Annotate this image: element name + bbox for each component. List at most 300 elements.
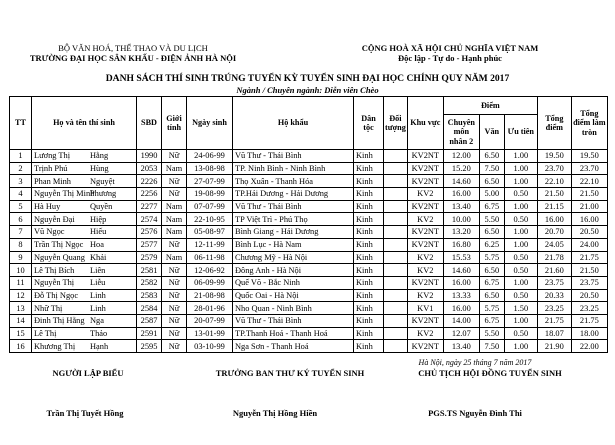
cell-hometown: TP.Thanh Hoá - Thanh Hoá xyxy=(233,327,354,340)
cell-region: KV2NT xyxy=(407,276,443,289)
cell-ethnic: Kinh xyxy=(354,251,384,264)
cell-sbd: 2584 xyxy=(137,302,162,315)
cell-priority xyxy=(384,264,408,277)
cell-total-rounded: 22.00 xyxy=(571,340,607,353)
cell-ethnic: Kinh xyxy=(354,175,384,188)
cell-total-rounded: 18.00 xyxy=(571,327,607,340)
cell-priority xyxy=(384,276,408,289)
cell-priority xyxy=(384,327,408,340)
cell-tt: 10 xyxy=(10,264,32,277)
last-middle-name: Lương Thị xyxy=(34,151,71,161)
cell-region: KV2 xyxy=(407,188,443,201)
cell-sbd: 2277 xyxy=(137,200,162,213)
cell-total-rounded: 23.25 xyxy=(571,302,607,315)
cell-major2: 13.40 xyxy=(443,340,479,353)
cell-major2: 12.00 xyxy=(443,150,479,163)
first-name: Hiếu xyxy=(90,227,107,237)
cell-sbd: 2053 xyxy=(137,162,162,175)
col-header-major2: Chuyên môn nhân 2 xyxy=(443,115,479,150)
table-row xyxy=(10,200,608,213)
national-motto: Độc lập - Tự do - Hạnh phúc xyxy=(398,53,502,63)
cell-bonus: 1.00 xyxy=(504,175,537,188)
cell-name xyxy=(32,175,137,188)
cell-total: 19.50 xyxy=(537,150,571,163)
cell-total: 23.25 xyxy=(537,302,571,315)
first-name: Hạnh xyxy=(90,341,109,351)
cell-literature: 7.50 xyxy=(479,340,504,353)
cell-dob: 05-08-97 xyxy=(187,226,233,239)
cell-total: 21.90 xyxy=(537,340,571,353)
cell-priority xyxy=(384,175,408,188)
table-row xyxy=(10,314,608,327)
cell-priority xyxy=(384,226,408,239)
dateline: Hà Nội, ngày 25 tháng 7 năm 2017 xyxy=(418,358,532,367)
cell-region: KV2NT xyxy=(407,340,443,353)
last-middle-name: Đỗ Thị Ngọc xyxy=(34,290,79,300)
last-middle-name: Vũ Ngọc xyxy=(34,227,65,237)
cell-gender: Nam xyxy=(162,213,187,226)
cell-ethnic: Kinh xyxy=(354,340,384,353)
cell-ethnic: Kinh xyxy=(354,150,384,163)
cell-sbd: 1990 xyxy=(137,150,162,163)
last-middle-name: Trần Thị Ngọc xyxy=(34,240,84,250)
cell-gender: Nữ xyxy=(162,150,187,163)
cell-ethnic: Kinh xyxy=(354,302,384,315)
cell-ethnic: Kinh xyxy=(354,188,384,201)
col-header-dob: Ngày sinh xyxy=(187,97,233,150)
first-name: Hằng xyxy=(90,151,109,161)
cell-region: KV2NT xyxy=(407,175,443,188)
cell-region: KV2NT xyxy=(407,314,443,327)
cell-ethnic: Kinh xyxy=(354,314,384,327)
cell-total: 21.78 xyxy=(537,251,571,264)
cell-dob: 22-10-95 xyxy=(187,213,233,226)
cell-bonus: 1.00 xyxy=(504,226,537,239)
admission-table xyxy=(9,96,608,353)
cell-bonus: 1.00 xyxy=(504,200,537,213)
cell-total: 24.05 xyxy=(537,238,571,251)
cell-sbd: 2581 xyxy=(137,264,162,277)
cell-gender: Nữ xyxy=(162,327,187,340)
cell-tt: 7 xyxy=(10,226,32,239)
cell-name xyxy=(32,226,137,239)
cell-total-rounded: 20.50 xyxy=(571,226,607,239)
cell-gender: Nam xyxy=(162,251,187,264)
cell-ethnic: Kinh xyxy=(354,200,384,213)
cell-hometown: TP Việt Trì - Phú Thọ xyxy=(233,213,354,226)
first-name: Hoa xyxy=(90,240,104,250)
cell-sbd: 2577 xyxy=(137,238,162,251)
cell-literature: 5.50 xyxy=(479,327,504,340)
cell-ethnic: Kinh xyxy=(354,264,384,277)
cell-total-rounded: 22.10 xyxy=(571,175,607,188)
cell-tt: 3 xyxy=(10,175,32,188)
cell-tt: 12 xyxy=(10,289,32,302)
cell-hometown: Thọ Xuân - Thanh Hóa xyxy=(233,175,354,188)
ministry-name: BỘ VĂN HOÁ, THỂ THAO VÀ DU LỊCH xyxy=(58,43,208,53)
cell-hometown: Vũ Thư - Thái Bình xyxy=(233,314,354,327)
first-name: Nguyệt xyxy=(90,176,115,186)
table-row xyxy=(10,289,608,302)
table-row xyxy=(10,276,608,289)
col-header-gender: Giới tính xyxy=(162,97,187,150)
cell-gender: Nữ xyxy=(162,314,187,327)
cell-dob: 03-10-99 xyxy=(187,340,233,353)
cell-total: 20.70 xyxy=(537,226,571,239)
cell-sbd: 2256 xyxy=(137,188,162,201)
cell-hometown: Quốc Oai - Hà Nội xyxy=(233,289,354,302)
cell-literature: 5.50 xyxy=(479,213,504,226)
cell-region: KV2NT xyxy=(407,200,443,213)
cell-dob: 06-11-98 xyxy=(187,251,233,264)
cell-ethnic: Kinh xyxy=(354,327,384,340)
cell-dob: 13-01-99 xyxy=(187,327,233,340)
cell-sbd: 2579 xyxy=(137,251,162,264)
table-row xyxy=(10,340,608,353)
first-name: Linh xyxy=(90,303,106,313)
cell-tt: 14 xyxy=(10,314,32,327)
cell-region: KV2 xyxy=(407,289,443,302)
cell-literature: 5.75 xyxy=(479,302,504,315)
cell-sbd: 2591 xyxy=(137,327,162,340)
cell-total: 21.15 xyxy=(537,200,571,213)
cell-region: KV1 xyxy=(407,302,443,315)
cell-total-rounded: 21.50 xyxy=(571,264,607,277)
cell-literature: 6.75 xyxy=(479,276,504,289)
cell-region: KV2NT xyxy=(407,150,443,163)
cell-gender: Nữ xyxy=(162,175,187,188)
cell-hometown: Vũ Thư - Thái Bình xyxy=(233,200,354,213)
cell-region: KV2NT xyxy=(407,238,443,251)
first-name: Hiệp xyxy=(90,214,107,224)
cell-total-rounded: 21.50 xyxy=(571,188,607,201)
school-name: TRƯỜNG ĐẠI HỌC SÂN KHẤU - ĐIỆN ẢNH HÀ NỘI xyxy=(29,53,237,63)
table-row xyxy=(10,162,608,175)
col-header-sbd: SBD xyxy=(137,97,162,150)
cell-gender: Nữ xyxy=(162,289,187,302)
last-middle-name: Nguyễn Thị xyxy=(34,278,75,288)
cell-total: 22.10 xyxy=(537,175,571,188)
col-header-tt: TT xyxy=(10,97,32,150)
signer-role-chairman: CHỦ TỊCH HỘI ĐỒNG TUYỂN SINH xyxy=(418,368,562,378)
col-header-priority: Đối tượng xyxy=(384,97,408,150)
first-name: Hùng xyxy=(90,164,109,174)
first-name: Liễu xyxy=(90,278,106,288)
cell-tt: 2 xyxy=(10,162,32,175)
last-middle-name: Khương Thị xyxy=(34,341,76,351)
cell-hometown: Bình Lục - Hà Nam xyxy=(233,238,354,251)
cell-bonus: 1.00 xyxy=(504,314,537,327)
cell-name xyxy=(32,340,137,353)
col-header-total-rounded: Tổng điểm làm tròn xyxy=(571,97,607,150)
table-row xyxy=(10,188,608,201)
cell-dob: 19-08-99 xyxy=(187,188,233,201)
cell-tt: 5 xyxy=(10,200,32,213)
col-header-ethnic: Dân tộc xyxy=(354,97,384,150)
cell-name xyxy=(32,238,137,251)
last-middle-name: Trịnh Phú xyxy=(34,164,68,174)
cell-sbd: 2226 xyxy=(137,175,162,188)
cell-total-rounded: 16.00 xyxy=(571,213,607,226)
cell-bonus: 0.50 xyxy=(504,289,537,302)
cell-total: 21.50 xyxy=(537,188,571,201)
cell-major2: 10.00 xyxy=(443,213,479,226)
cell-literature: 6.50 xyxy=(479,289,504,302)
cell-tt: 13 xyxy=(10,302,32,315)
cell-bonus: 1.00 xyxy=(504,238,537,251)
cell-priority xyxy=(384,162,408,175)
cell-literature: 6.50 xyxy=(479,264,504,277)
first-name: Liên xyxy=(90,265,106,275)
table-row xyxy=(10,175,608,188)
cell-dob: 06-09-99 xyxy=(187,276,233,289)
cell-major2: 13.33 xyxy=(443,289,479,302)
cell-tt: 16 xyxy=(10,340,32,353)
cell-literature: 6.50 xyxy=(479,150,504,163)
col-header-name: Họ và tên thí sinh xyxy=(32,97,137,150)
cell-bonus: 1.00 xyxy=(504,276,537,289)
last-middle-name: Nhữ Thị xyxy=(34,303,63,313)
country-name: CỘNG HOÀ XÃ HỘI CHỦ NGHĨA VIỆT NAM xyxy=(361,43,539,53)
cell-sbd: 2595 xyxy=(137,340,162,353)
last-middle-name: Nguyễn Đại xyxy=(34,214,75,224)
cell-literature: 6.75 xyxy=(479,200,504,213)
cell-sbd: 2587 xyxy=(137,314,162,327)
table-row xyxy=(10,251,608,264)
cell-name xyxy=(32,213,137,226)
cell-priority xyxy=(384,251,408,264)
cell-dob: 28-01-96 xyxy=(187,302,233,315)
cell-literature: 6.75 xyxy=(479,314,504,327)
first-name: Phương xyxy=(90,189,117,199)
cell-name xyxy=(32,276,137,289)
cell-bonus: 1.00 xyxy=(504,162,537,175)
col-header-literature: Văn xyxy=(479,115,504,150)
cell-priority xyxy=(384,340,408,353)
first-name: Khải xyxy=(90,252,107,262)
col-header-score-group: Điểm xyxy=(443,97,537,115)
cell-tt: 1 xyxy=(10,150,32,163)
cell-priority xyxy=(384,213,408,226)
last-middle-name: Lê Thị Bích xyxy=(34,265,75,275)
col-header-region: Khu vực xyxy=(407,97,443,150)
cell-dob: 27-07-99 xyxy=(187,175,233,188)
cell-hometown: Chương Mỹ - Hà Nội xyxy=(233,251,354,264)
cell-name xyxy=(32,251,137,264)
cell-dob: 20-07-99 xyxy=(187,314,233,327)
cell-hometown: Vũ Thư - Thái Bình xyxy=(233,150,354,163)
cell-region: KV2NT xyxy=(407,162,443,175)
cell-ethnic: Kinh xyxy=(354,162,384,175)
cell-total-rounded: 21.00 xyxy=(571,200,607,213)
cell-total-rounded: 21.75 xyxy=(571,251,607,264)
cell-dob: 12-06-92 xyxy=(187,264,233,277)
first-name: Nga xyxy=(90,316,104,326)
signer-role-secretary: TRƯỞNG BAN THƯ KÝ TUYỂN SINH xyxy=(215,368,365,378)
cell-major2: 12.07 xyxy=(443,327,479,340)
cell-bonus: 1.00 xyxy=(504,150,537,163)
cell-total: 21.60 xyxy=(537,264,571,277)
cell-hometown: Đông Anh - Hà Nội xyxy=(233,264,354,277)
table-body xyxy=(10,150,608,353)
cell-total: 21.75 xyxy=(537,314,571,327)
signer-name-preparer: Trần Thị Tuyết Hồng xyxy=(46,408,124,418)
col-header-hometown: Hộ khẩu xyxy=(233,97,354,150)
cell-major2: 16.00 xyxy=(443,188,479,201)
last-middle-name: Hà Huy xyxy=(34,202,61,212)
table-row xyxy=(10,264,608,277)
last-middle-name: Phan Minh xyxy=(34,176,71,186)
cell-total-rounded: 19.50 xyxy=(571,150,607,163)
cell-region: KV2 xyxy=(407,327,443,340)
cell-major2: 13.20 xyxy=(443,226,479,239)
cell-total-rounded: 23.70 xyxy=(571,162,607,175)
cell-priority xyxy=(384,289,408,302)
signer-name-chairman: PGS.TS Nguyễn Đình Thi xyxy=(428,408,522,418)
table-row xyxy=(10,150,608,163)
cell-gender: Nữ xyxy=(162,264,187,277)
cell-gender: Nữ xyxy=(162,340,187,353)
cell-name xyxy=(32,188,137,201)
cell-major2: 13.40 xyxy=(443,200,479,213)
cell-gender: Nam xyxy=(162,226,187,239)
cell-hometown: TP.Hải Dương - Hải Dương xyxy=(233,188,354,201)
cell-bonus: 0.50 xyxy=(504,188,537,201)
last-middle-name: Lê Thị xyxy=(34,328,57,338)
cell-gender: Nữ xyxy=(162,276,187,289)
cell-total-rounded: 23.75 xyxy=(571,276,607,289)
cell-ethnic: Kinh xyxy=(354,276,384,289)
first-name: Quyền xyxy=(90,202,113,212)
cell-bonus: 0.50 xyxy=(504,213,537,226)
cell-total-rounded: 21.75 xyxy=(571,314,607,327)
signer-role-preparer: NGƯỜI LẬP BIỂU xyxy=(52,368,124,378)
cell-literature: 6.50 xyxy=(479,175,504,188)
last-middle-name: Nguyễn Quang xyxy=(34,252,85,262)
cell-ethnic: Kinh xyxy=(354,289,384,302)
cell-hometown: TP. Ninh Bình - Ninh Bình xyxy=(233,162,354,175)
cell-literature: 7.50 xyxy=(479,162,504,175)
cell-bonus: 0.50 xyxy=(504,251,537,264)
cell-major2: 14.60 xyxy=(443,175,479,188)
cell-priority xyxy=(384,238,408,251)
document-subtitle: Ngành / Chuyên ngành: Diễn viên Chèo xyxy=(236,85,379,95)
table-row xyxy=(10,226,608,239)
cell-sbd: 2582 xyxy=(137,276,162,289)
cell-major2: 14.60 xyxy=(443,264,479,277)
cell-priority xyxy=(384,150,408,163)
cell-gender: Nữ xyxy=(162,302,187,315)
table-row xyxy=(10,327,608,340)
cell-hometown: Quế Võ - Bắc Ninh xyxy=(233,276,354,289)
cell-tt: 15 xyxy=(10,327,32,340)
cell-tt: 11 xyxy=(10,276,32,289)
cell-ethnic: Kinh xyxy=(354,238,384,251)
cell-literature: 5.75 xyxy=(479,251,504,264)
col-header-bonus: Ưu tiên xyxy=(504,115,537,150)
cell-dob: 21-08-98 xyxy=(187,289,233,302)
cell-tt: 8 xyxy=(10,238,32,251)
document-title: DANH SÁCH THÍ SINH TRÚNG TUYỂN KỲ TUYỂN SINH ĐẠI HỌC CHÍNH QUY NĂM 2017 xyxy=(105,73,510,84)
cell-priority xyxy=(384,188,408,201)
cell-hometown: Nho Quan - Ninh Bình xyxy=(233,302,354,315)
cell-hometown: Bình Giang - Hải Dương xyxy=(233,226,354,239)
last-middle-name: Nguyễn Thị Minh xyxy=(34,189,95,199)
cell-name xyxy=(32,327,137,340)
cell-total-rounded: 24.00 xyxy=(571,238,607,251)
cell-dob: 24-06-99 xyxy=(187,150,233,163)
cell-gender: Nữ xyxy=(162,188,187,201)
cell-gender: Nữ xyxy=(162,238,187,251)
cell-bonus: 1.50 xyxy=(504,302,537,315)
cell-literature: 5.00 xyxy=(479,188,504,201)
cell-major2: 16.00 xyxy=(443,276,479,289)
cell-literature: 6.50 xyxy=(479,226,504,239)
signer-name-secretary: Nguyễn Thị Hồng Hiền xyxy=(232,408,318,418)
cell-name xyxy=(32,314,137,327)
cell-region: KV2 xyxy=(407,213,443,226)
cell-bonus: 0.50 xyxy=(504,327,537,340)
table-row xyxy=(10,238,608,251)
cell-ethnic: Kinh xyxy=(354,226,384,239)
cell-major2: 15.20 xyxy=(443,162,479,175)
cell-name xyxy=(32,150,137,163)
cell-major2: 14.00 xyxy=(443,314,479,327)
cell-total: 18.07 xyxy=(537,327,571,340)
cell-sbd: 2574 xyxy=(137,213,162,226)
cell-tt: 6 xyxy=(10,213,32,226)
cell-priority xyxy=(384,314,408,327)
cell-region: KV2 xyxy=(407,251,443,264)
cell-gender: Nam xyxy=(162,162,187,175)
cell-name xyxy=(32,162,137,175)
cell-region: KV2NT xyxy=(407,226,443,239)
cell-major2: 16.80 xyxy=(443,238,479,251)
cell-priority xyxy=(384,302,408,315)
cell-name xyxy=(32,264,137,277)
first-name: Thảo xyxy=(90,328,108,338)
table-row xyxy=(10,213,608,226)
cell-name xyxy=(32,302,137,315)
cell-total: 23.70 xyxy=(537,162,571,175)
cell-priority xyxy=(384,200,408,213)
cell-total: 23.75 xyxy=(537,276,571,289)
cell-gender: Nam xyxy=(162,200,187,213)
cell-name xyxy=(32,200,137,213)
cell-dob: 12-11-99 xyxy=(187,238,233,251)
table-row xyxy=(10,302,608,315)
cell-bonus: 1.00 xyxy=(504,340,537,353)
cell-region: KV2 xyxy=(407,264,443,277)
cell-dob: 07-07-99 xyxy=(187,200,233,213)
cell-bonus: 0.50 xyxy=(504,264,537,277)
cell-dob: 13-08-98 xyxy=(187,162,233,175)
cell-name xyxy=(32,289,137,302)
cell-tt: 9 xyxy=(10,251,32,264)
cell-total-rounded: 20.50 xyxy=(571,289,607,302)
cell-total: 16.00 xyxy=(537,213,571,226)
last-middle-name: Đinh Thị Hằng xyxy=(34,316,85,326)
col-header-total: Tổng điểm xyxy=(537,97,571,150)
cell-tt: 4 xyxy=(10,188,32,201)
cell-sbd: 2576 xyxy=(137,226,162,239)
first-name: Linh xyxy=(90,290,106,300)
cell-major2: 16.00 xyxy=(443,302,479,315)
cell-literature: 6.25 xyxy=(479,238,504,251)
cell-hometown: Nga Sơn - Thanh Hoá xyxy=(233,340,354,353)
cell-sbd: 2583 xyxy=(137,289,162,302)
cell-major2: 15.53 xyxy=(443,251,479,264)
